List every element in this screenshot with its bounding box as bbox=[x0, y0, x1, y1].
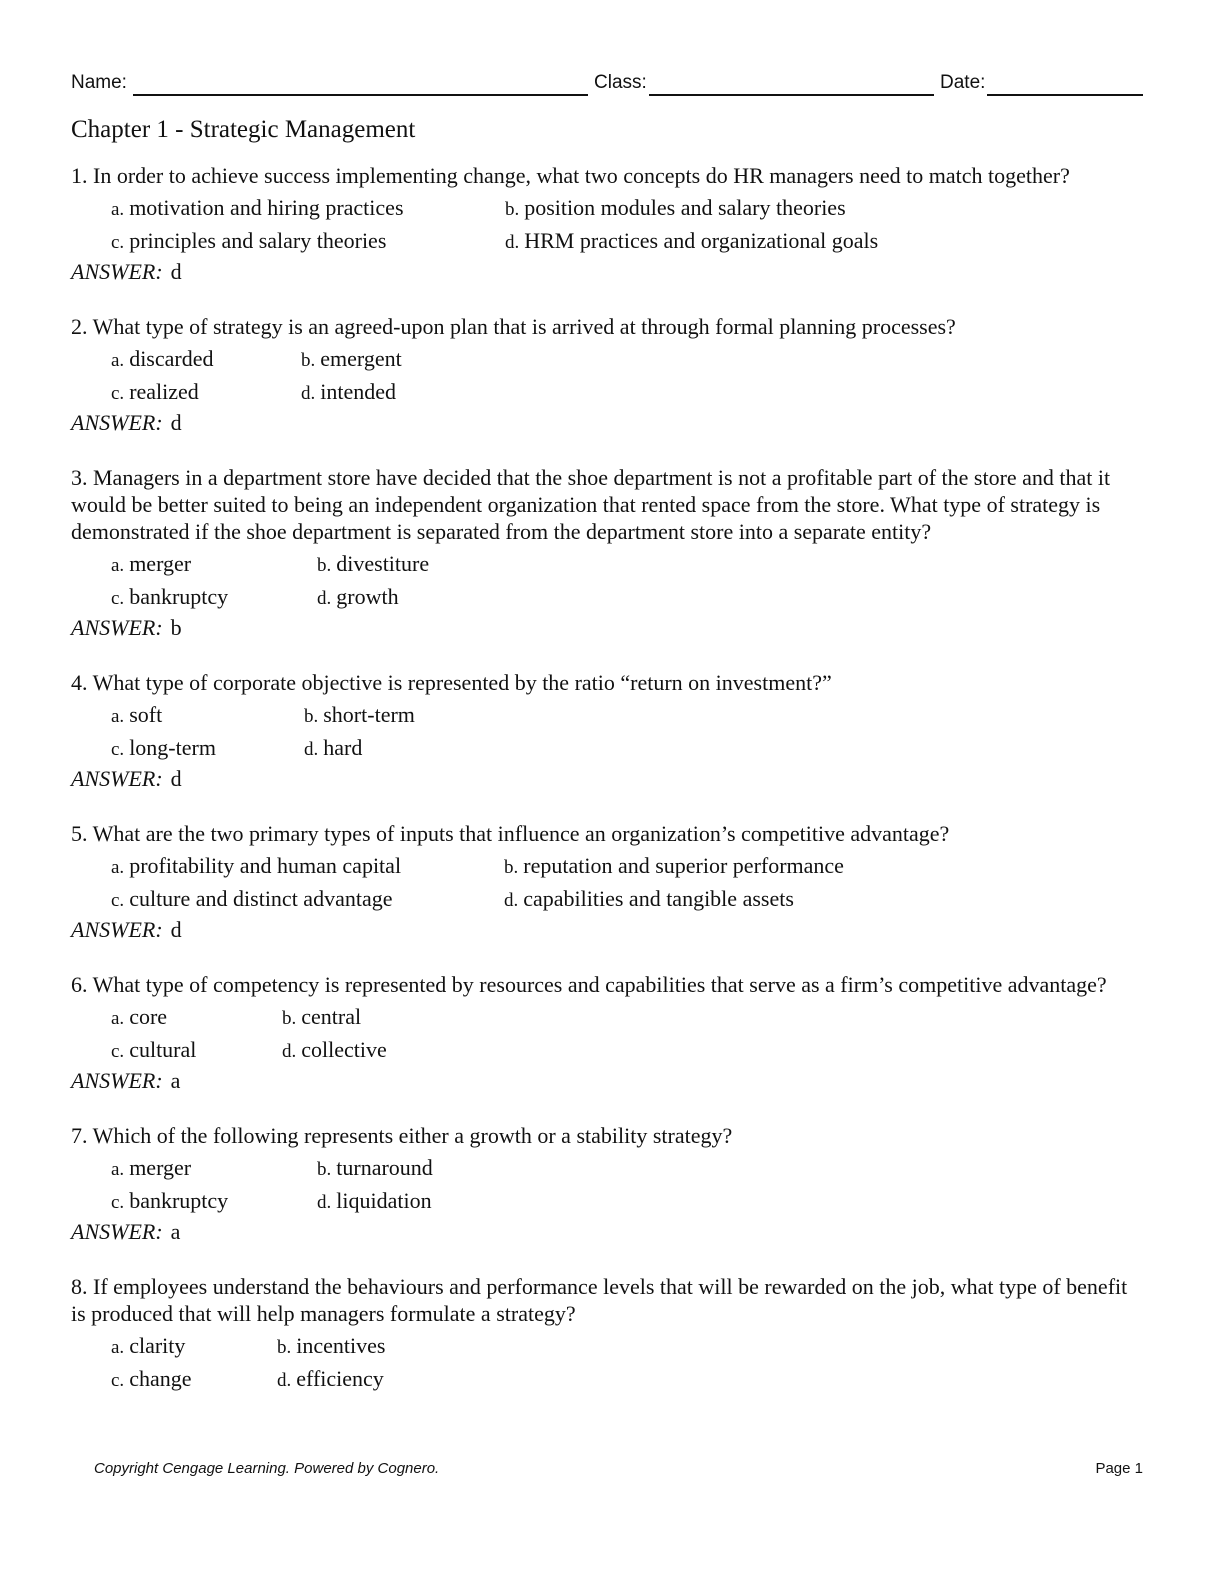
option-text: realized bbox=[129, 379, 199, 404]
option-letter: d. bbox=[304, 739, 319, 760]
answer-key: d bbox=[170, 766, 182, 791]
answer-option bbox=[111, 1000, 244, 1033]
student-info-header bbox=[71, 72, 1143, 98]
date-label: Date: bbox=[940, 72, 986, 93]
option-text: bankruptcy bbox=[129, 584, 229, 609]
answer-option bbox=[111, 547, 279, 580]
option-letter: a. bbox=[111, 1337, 125, 1358]
answer-label: ANSWER: bbox=[71, 410, 163, 435]
answer-option bbox=[111, 882, 466, 915]
answer-options bbox=[71, 1000, 1143, 1066]
answer-option bbox=[111, 1151, 279, 1184]
answer-option bbox=[111, 849, 466, 882]
answer-options bbox=[71, 1151, 1143, 1217]
answer-line bbox=[71, 764, 1143, 794]
option-text: efficiency bbox=[296, 1366, 384, 1391]
answer-key: b bbox=[170, 615, 182, 640]
answer-line bbox=[71, 613, 1143, 643]
option-letter: c. bbox=[111, 1041, 125, 1062]
answer-options bbox=[71, 547, 1143, 613]
question-text: 4. What type of corporate objective is represented by the ratio “return on investment?” bbox=[71, 670, 832, 695]
answer-option bbox=[282, 1000, 1143, 1033]
answer-option bbox=[111, 342, 263, 375]
question-text: 5. What are the two primary types of inputs that influence an organization’s competitive advantage? bbox=[71, 821, 950, 846]
option-letter: d. bbox=[317, 1192, 332, 1213]
option-text: HRM practices and organizational goals bbox=[524, 228, 879, 253]
option-text: motivation and hiring practices bbox=[129, 195, 404, 220]
question-text: 6. What type of competency is represented by resources and capabilities that serve as a firm’s competitive advantage? bbox=[71, 972, 1107, 997]
question-item bbox=[71, 1273, 1143, 1395]
option-text: short-term bbox=[323, 702, 415, 727]
option-text: principles and salary theories bbox=[129, 228, 387, 253]
option-text: collective bbox=[301, 1037, 387, 1062]
option-letter: d. bbox=[505, 232, 520, 253]
answer-line bbox=[71, 1217, 1143, 1247]
answer-options bbox=[71, 849, 1143, 915]
option-text: position modules and salary theories bbox=[524, 195, 846, 220]
option-text: emergent bbox=[320, 346, 402, 371]
answer-label: ANSWER: bbox=[71, 615, 163, 640]
option-letter: c. bbox=[111, 739, 125, 760]
answer-option bbox=[304, 731, 1143, 764]
option-letter: a. bbox=[111, 857, 125, 878]
page-footer bbox=[94, 1460, 1143, 1480]
option-text: intended bbox=[320, 379, 397, 404]
answer-option bbox=[111, 191, 467, 224]
option-letter: b. bbox=[301, 350, 316, 371]
answer-option bbox=[304, 698, 1143, 731]
question-text: 8. If employees understand the behaviours and performance levels that will be rewarded on the job, what type of benefit is produced that will help managers formulate a strategy? bbox=[71, 1274, 1128, 1326]
date-field-line bbox=[987, 94, 1143, 96]
answer-options bbox=[71, 698, 1143, 764]
answer-option bbox=[505, 191, 1143, 224]
option-text: divestiture bbox=[336, 551, 430, 576]
answer-option bbox=[301, 375, 1143, 408]
option-text: culture and distinct advantage bbox=[129, 886, 393, 911]
answer-option bbox=[111, 698, 266, 731]
answer-option bbox=[111, 224, 467, 257]
option-text: merger bbox=[129, 1155, 192, 1180]
answer-options bbox=[71, 342, 1143, 408]
option-text: long-term bbox=[129, 735, 216, 760]
answer-option bbox=[505, 224, 1143, 257]
question-item bbox=[71, 669, 1143, 794]
answer-label: ANSWER: bbox=[71, 259, 163, 284]
option-letter: a. bbox=[111, 350, 125, 371]
question-item bbox=[71, 820, 1143, 945]
question-item bbox=[71, 162, 1143, 287]
answer-options bbox=[71, 1329, 1143, 1395]
option-text: cultural bbox=[129, 1037, 197, 1062]
answer-option bbox=[277, 1329, 1143, 1362]
option-letter: a. bbox=[111, 199, 125, 220]
copyright-text: Copyright Cengage Learning. Powered by Cognero. bbox=[94, 1460, 440, 1477]
option-text: incentives bbox=[296, 1333, 386, 1358]
option-letter: a. bbox=[111, 1008, 125, 1029]
answer-label: ANSWER: bbox=[71, 1068, 163, 1093]
option-letter: c. bbox=[111, 383, 125, 404]
answer-option bbox=[277, 1362, 1143, 1395]
option-text: capabilities and tangible assets bbox=[523, 886, 794, 911]
chapter-title: Chapter 1 - Strategic Management bbox=[71, 116, 416, 143]
option-text: turnaround bbox=[336, 1155, 433, 1180]
answer-label: ANSWER: bbox=[71, 917, 163, 942]
answer-label: ANSWER: bbox=[71, 1219, 163, 1244]
answer-option bbox=[504, 849, 1143, 882]
question-list bbox=[71, 162, 1143, 1421]
answer-option bbox=[111, 1329, 239, 1362]
option-text: hard bbox=[323, 735, 363, 760]
answer-options bbox=[71, 191, 1143, 257]
option-text: core bbox=[129, 1004, 168, 1029]
answer-option bbox=[317, 1151, 1143, 1184]
option-letter: d. bbox=[317, 588, 332, 609]
option-text: profitability and human capital bbox=[129, 853, 402, 878]
option-letter: c. bbox=[111, 232, 125, 253]
option-letter: a. bbox=[111, 706, 125, 727]
option-text: change bbox=[129, 1366, 192, 1391]
answer-option bbox=[504, 882, 1143, 915]
question-text: 3. Managers in a department store have decided that the shoe department is not a profitable part of the store and that it would be better suited to being an independent organization that rented space from the store. What type of strategy is demonstrated if the shoe department is separated from the department store into a separate entity? bbox=[71, 465, 1111, 544]
answer-key: d bbox=[170, 410, 182, 435]
option-letter: a. bbox=[111, 1159, 125, 1180]
option-letter: c. bbox=[111, 890, 125, 911]
answer-line bbox=[71, 915, 1143, 945]
answer-line bbox=[71, 257, 1143, 287]
answer-key: a bbox=[170, 1068, 181, 1093]
name-label: Name: bbox=[71, 72, 127, 93]
option-letter: a. bbox=[111, 555, 125, 576]
option-letter: b. bbox=[317, 555, 332, 576]
answer-label: ANSWER: bbox=[71, 766, 163, 791]
answer-key: d bbox=[170, 917, 182, 942]
option-letter: b. bbox=[317, 1159, 332, 1180]
option-text: soft bbox=[129, 702, 163, 727]
option-text: central bbox=[301, 1004, 362, 1029]
answer-option bbox=[282, 1033, 1143, 1066]
question-item bbox=[71, 464, 1143, 643]
question-item bbox=[71, 971, 1143, 1096]
answer-option bbox=[111, 580, 279, 613]
option-text: bankruptcy bbox=[129, 1188, 229, 1213]
option-text: discarded bbox=[129, 346, 214, 371]
question-text: 1. In order to achieve success implementing change, what two concepts do HR managers need to match together? bbox=[71, 163, 1070, 188]
option-letter: b. bbox=[304, 706, 319, 727]
option-text: reputation and superior performance bbox=[523, 853, 844, 878]
answer-key: d bbox=[170, 259, 182, 284]
answer-option bbox=[317, 547, 1143, 580]
class-label: Class: bbox=[594, 72, 647, 93]
question-text: 2. What type of strategy is an agreed-upon plan that is arrived at through formal planning processes? bbox=[71, 314, 956, 339]
option-letter: b. bbox=[282, 1008, 297, 1029]
question-item bbox=[71, 313, 1143, 438]
answer-option bbox=[317, 1184, 1143, 1217]
question-item bbox=[71, 1122, 1143, 1247]
question-text: 7. Which of the following represents either a growth or a stability strategy? bbox=[71, 1123, 733, 1148]
name-field-line bbox=[133, 94, 588, 96]
answer-option bbox=[111, 1362, 239, 1395]
option-letter: d. bbox=[282, 1041, 297, 1062]
option-letter: b. bbox=[504, 857, 519, 878]
answer-option bbox=[111, 1033, 244, 1066]
option-letter: b. bbox=[505, 199, 520, 220]
option-text: liquidation bbox=[336, 1188, 432, 1213]
answer-line bbox=[71, 408, 1143, 438]
option-letter: c. bbox=[111, 1192, 125, 1213]
option-text: clarity bbox=[129, 1333, 186, 1358]
answer-option bbox=[317, 580, 1143, 613]
option-letter: d. bbox=[504, 890, 519, 911]
answer-option bbox=[111, 1184, 279, 1217]
option-text: growth bbox=[336, 584, 399, 609]
page-number: Page 1 bbox=[1095, 1460, 1143, 1477]
answer-line bbox=[71, 1066, 1143, 1096]
answer-option bbox=[301, 342, 1143, 375]
option-text: merger bbox=[129, 551, 192, 576]
option-letter: c. bbox=[111, 1370, 125, 1391]
option-letter: c. bbox=[111, 588, 125, 609]
answer-option bbox=[111, 375, 263, 408]
class-field-line bbox=[649, 94, 934, 96]
answer-option bbox=[111, 731, 266, 764]
option-letter: b. bbox=[277, 1337, 292, 1358]
option-letter: d. bbox=[301, 383, 316, 404]
answer-key: a bbox=[170, 1219, 181, 1244]
option-letter: d. bbox=[277, 1370, 292, 1391]
